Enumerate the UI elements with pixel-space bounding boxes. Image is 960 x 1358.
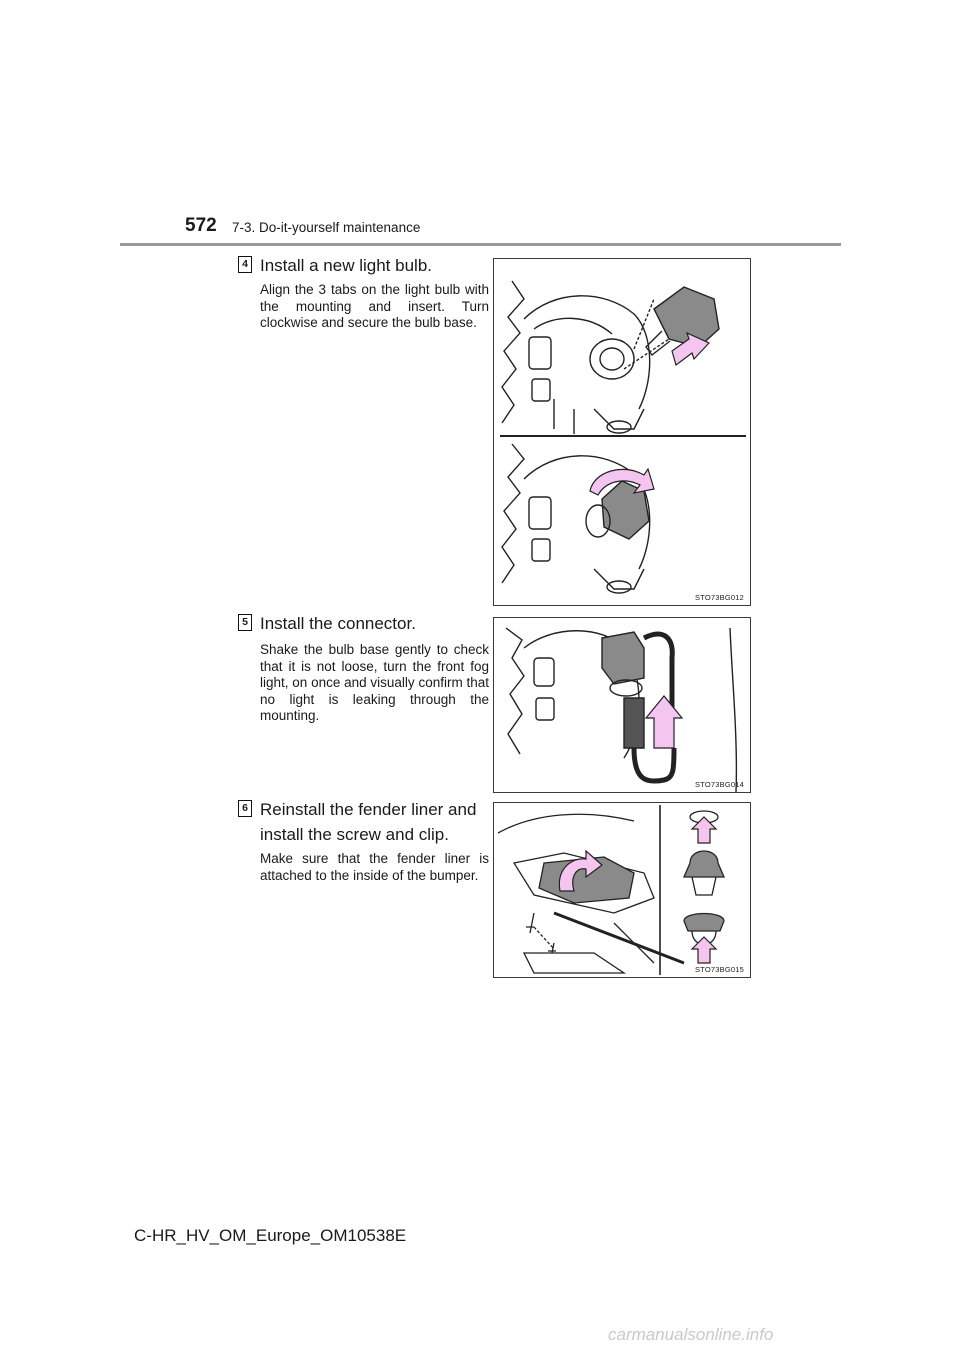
document-code: C-HR_HV_OM_Europe_OM10538E bbox=[134, 1226, 407, 1245]
step-5-title: Install the connector. bbox=[260, 614, 416, 633]
section-title: 7-3. Do-it-yourself maintenance bbox=[232, 220, 421, 235]
step-marker-4: 4 bbox=[238, 256, 252, 273]
fender-liner-figure bbox=[493, 802, 751, 978]
bulb-install-figure bbox=[493, 258, 751, 606]
page-number: 572 bbox=[185, 215, 217, 236]
header-divider bbox=[120, 243, 841, 246]
fender-liner-illustration bbox=[494, 803, 750, 977]
step-4-description: Align the 3 tabs on the light bulb with the mounting and insert. Turn clockwise and secure the bulb base. bbox=[260, 282, 489, 331]
bulb-install-illustration bbox=[494, 259, 750, 605]
connector-install-figure bbox=[493, 617, 751, 793]
figure-code: STO73BG015 bbox=[695, 965, 744, 974]
step-6-title: Reinstall the fender liner and install the screw and clip. bbox=[260, 800, 477, 844]
step-5-description: Shake the bulb base gently to check that it is not loose, turn the front fog light, on once and visually confirm that no light is leaking through the mounting. bbox=[260, 642, 489, 724]
connector-install-illustration bbox=[494, 618, 750, 792]
figure-code: STO73BG012 bbox=[695, 593, 744, 602]
watermark: carmanualsonline.info bbox=[608, 1325, 774, 1344]
step-4-title: Install a new light bulb. bbox=[260, 256, 432, 275]
step-marker-5: 5 bbox=[238, 614, 252, 631]
figure-code: STO73BG014 bbox=[695, 780, 744, 789]
step-marker-6: 6 bbox=[238, 800, 252, 817]
step-6-description: Make sure that the fender liner is attached to the inside of the bumper. bbox=[260, 851, 489, 883]
